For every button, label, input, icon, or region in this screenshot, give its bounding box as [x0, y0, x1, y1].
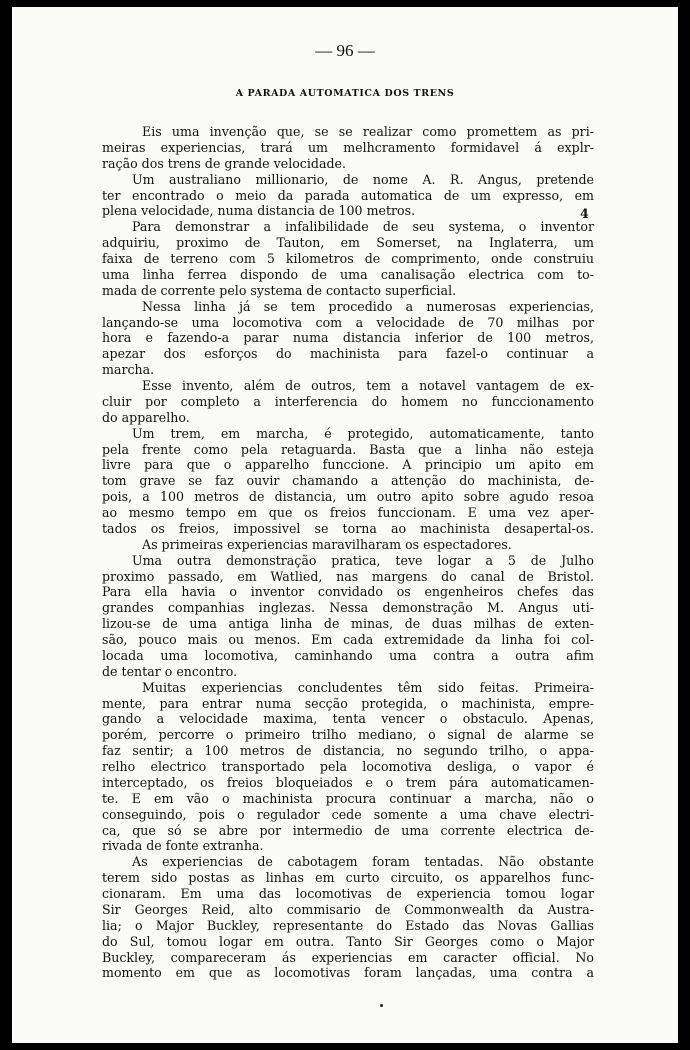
article-body	[102, 124, 594, 981]
text-line: ração dos trens de grande velocidade.	[102, 155, 346, 171]
text-line: Para ella havia o inventor convidado os engenheiros chefes das	[102, 584, 594, 600]
text-line: te. E em vão o machinista procura continuar a marcha, não o	[102, 790, 594, 806]
text-line: Um australiano millionario, de nome A. R. Angus, pretende	[132, 171, 594, 187]
margin-note: 4	[580, 206, 589, 221]
text-line: faz sentir; a 100 metros de distancia, no segundo trilho, o appa-	[102, 743, 594, 759]
text-line: marcha.	[102, 362, 155, 378]
text-line: adquiriu, proximo de Tauton, em Somerset, na Inglaterra, um	[102, 235, 594, 251]
text-line: Esse invento, além de outros, tem a notavel vantagem de ex-	[142, 378, 594, 393]
text-line: grandes companhias inglezas. Nessa demonstração M. Angus uti-	[102, 600, 594, 616]
text-line: faixa de terreno com 5 kilometros de comprimento, onde construiu	[102, 251, 594, 266]
text-line: momento em que as locomotivas foram lançadas, uma contra a	[102, 965, 594, 981]
text-line: Buckley, compareceram ás experiencias em caracter official. No	[102, 949, 594, 965]
text-line: pela frente como pela retaguarda. Basta que a linha não esteja	[102, 441, 594, 457]
text-line: tados os freios, impossivel se torna ao machinista desapertal-os.	[102, 520, 594, 536]
text-line: conseguindo, pois o regulador cede somente a uma chave electri-	[102, 806, 594, 822]
text-line: proximo passado, em Watlied, nas margens do canal de Bristol.	[102, 568, 594, 584]
text-line: meiras experiencias, trará um melhcramento formidavel á explr-	[102, 139, 594, 155]
ink-speck	[380, 1004, 383, 1007]
text-line: Sir Georges Reid, alto commisario de Commonwealth da Austra-	[102, 901, 594, 917]
text-line: plena velocidade, numa distancia de 100 metros.	[102, 203, 416, 219]
text-line: interceptado, os freios bloqueiados e o trem pára automaticamen-	[102, 774, 594, 790]
text-line: uma linha ferrea dispondo de uma canalisação electrica com to-	[102, 266, 594, 282]
text-line: Nessa linha já se tem procedido a numerosas experiencias,	[142, 298, 594, 314]
text-line: pois, a 100 metros de distancia, um outro apito sobre agudo resoa	[102, 489, 594, 505]
text-line: Um trem, em marcha, é protegido, automaticamente, tanto	[132, 425, 594, 441]
document-page	[12, 7, 678, 1043]
text-line: mente, para entrar numa secção protegida, o machinista, empre-	[102, 695, 594, 711]
text-line: porém, percorre o primeiro trilho mediano, o signal de alarme se	[102, 727, 594, 743]
text-line: de tentar o encontro.	[102, 663, 238, 679]
text-line: Uma outra demonstração pratica, teve logar a 5 de Julho	[132, 552, 594, 568]
text-line: livre para que o apparelho funccione. A principio um apito em	[102, 457, 594, 473]
text-line: gando a velocidade maxima, tenta vencer o obstaculo. Apenas,	[102, 711, 594, 727]
text-line: Muitas experiencias concludentes têm sido feitas. Primeira-	[142, 679, 594, 695]
text-line: ter encontrado o meio da parada automatica de um expresso, em	[102, 187, 594, 203]
text-line: mada de corrente pelo systema de contacto superficial.	[102, 282, 457, 298]
text-line: relho electrico transportado pela locomotiva desliga, o vapor é	[102, 759, 594, 774]
text-line: locada uma locomotiva, caminhando uma contra a outra afim	[102, 647, 594, 663]
text-line: lia; o Major Buckley, representante do Estado das Novas Gallias	[102, 917, 594, 933]
text-line: do apparelho.	[102, 409, 190, 425]
text-line: do Sul, tomou logar em outra. Tanto Sir Georges como o Major	[102, 933, 594, 949]
text-line: ca, que só se abre por intermedio de uma corrente electrica de-	[102, 822, 594, 838]
article-title: A PARADA AUTOMATICA DOS TRENS	[235, 88, 455, 99]
text-line: As experiencias de cabotagem foram tentadas. Não obstante	[132, 854, 594, 870]
text-line: lizou-se de uma antiga linha de minas, de duas milhas de exten-	[102, 616, 594, 632]
text-line: rivada de fonte extranha.	[102, 838, 264, 854]
text-line: cionaram. Em uma das locomotivas de experiencia tomou logar	[102, 886, 594, 901]
text-line: Eis uma invenção que, se se realizar como promettem as pri-	[142, 124, 594, 139]
text-line: lançando-se uma locomotiva com a velocidade de 70 milhas por	[102, 314, 594, 330]
text-line: Para demonstrar a infalibilidade de seu systema, o inventor	[132, 219, 594, 235]
text-line: As primeiras experiencias maravilharam os espectadores.	[142, 536, 512, 552]
page-number: — 96 —	[315, 41, 375, 60]
text-line: hora e fazendo-a parar numa distancia inferior de 100 metros,	[102, 330, 594, 346]
text-line: apezar dos esforços do machinista para fazel-o continuar a	[102, 346, 594, 362]
text-line: são, pouco mais ou menos. Em cada extremidade da linha foi col-	[102, 632, 594, 647]
text-line: tom grave se faz ouvir chamando a attenção do machinista, de-	[102, 473, 594, 489]
text-line: ao mesmo tempo em que os freios funccionam. E uma vez aper-	[102, 505, 594, 520]
text-line: terem sido postas as linhas em curto circuito, os apparelhos func-	[102, 870, 594, 886]
text-line: cluir por completo a interferencia do homem no funccionamento	[102, 393, 594, 409]
